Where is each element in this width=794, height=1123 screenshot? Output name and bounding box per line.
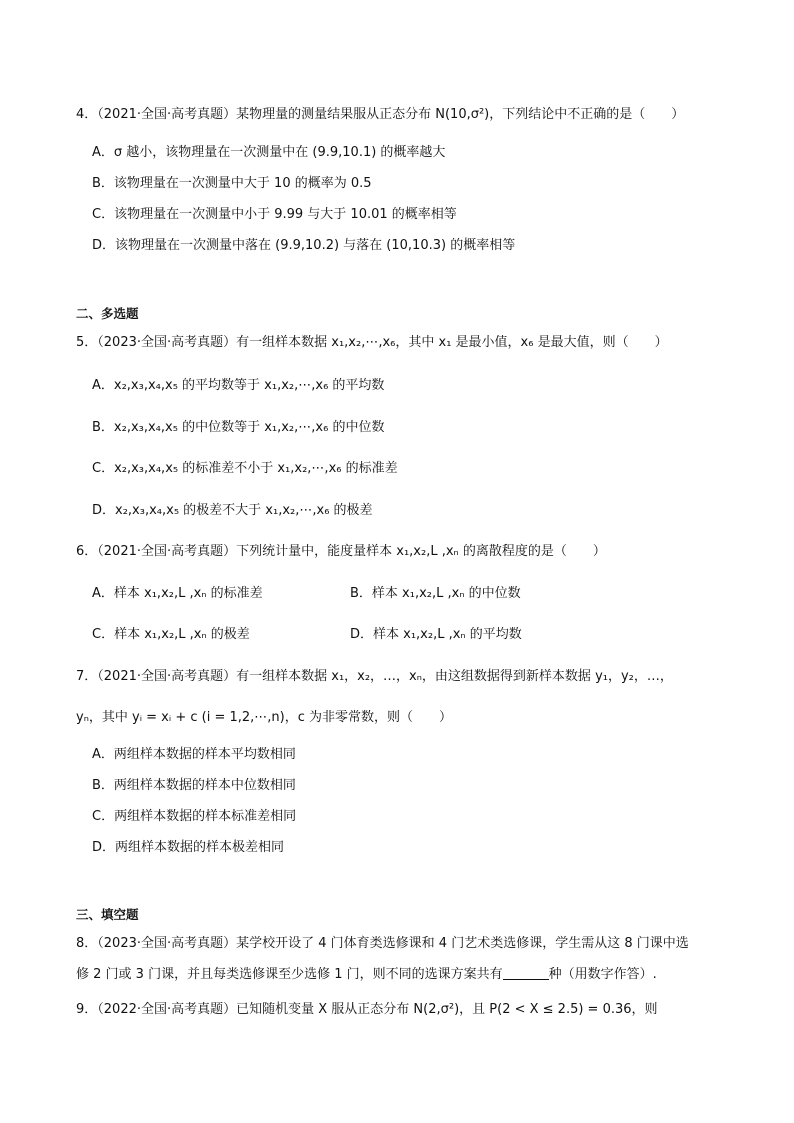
question-6-option-d: D．样本 x₁,x₂,L ,xₙ 的平均数 xyxy=(350,627,522,642)
question-4-option-a: A．σ 越小，该物理量在一次测量中在 (9.9,10.1) 的概率越大 xyxy=(92,145,446,160)
question-5-option-d: D．x₂,x₃,x₄,x₅ 的极差不大于 x₁,x₂,⋯,x₆ 的极差 xyxy=(92,503,373,518)
question-5-option-a: A．x₂,x₃,x₄,x₅ 的平均数等于 x₁,x₂,⋯,x₆ 的平均数 xyxy=(92,378,385,393)
question-7-option-a: A．两组样本数据的样本平均数相同 xyxy=(92,747,296,762)
question-8-line-1: 8．（2023·全国·高考真题）某学校开设了 4 门体育类选修课和 4 门艺术类选修课，学生需从这 8 门课中选 xyxy=(76,936,689,951)
question-6-option-a: A．样本 x₁,x₂,L ,xₙ 的标准差 xyxy=(92,586,263,601)
question-6-option-b: B．样本 x₁,x₂,L ,xₙ 的中位数 xyxy=(350,586,521,601)
answer-blank xyxy=(503,967,549,980)
question-7-option-b: B．两组样本数据的样本中位数相同 xyxy=(92,778,296,793)
section-title-multi-choice: 二、多选题 xyxy=(76,306,139,321)
question-6-option-c: C．样本 x₁,x₂,L ,xₙ 的极差 xyxy=(92,627,250,642)
question-4-option-d: D．该物理量在一次测量中落在 (9.9,10.2) 与落在 (10,10.3) 的概率相等 xyxy=(92,238,516,253)
question-5-option-b: B．x₂,x₃,x₄,x₅ 的中位数等于 x₁,x₂,⋯,x₆ 的中位数 xyxy=(92,420,385,435)
section-title-fill-in: 三、填空题 xyxy=(76,907,139,922)
question-7-option-d: D．两组样本数据的样本极差相同 xyxy=(92,840,285,855)
question-5-option-c: C．x₂,x₃,x₄,x₅ 的标准差不小于 x₁,x₂,⋯,x₆ 的标准差 xyxy=(92,461,398,476)
question-8-line-2-after: 种（用数字作答）. xyxy=(548,967,657,982)
question-4-option-b: B．该物理量在一次测量中大于 10 的概率为 0.5 xyxy=(92,176,372,191)
question-7-option-c: C．两组样本数据的样本标准差相同 xyxy=(92,809,297,824)
question-4-option-c: C．该物理量在一次测量中小于 9.99 与大于 10.01 的概率相等 xyxy=(92,207,457,222)
question-4-stem: 4．（2021·全国·高考真题）某物理量的测量结果服从正态分布 N(10,σ²)，下列结论中不正确的是（ ） xyxy=(76,107,685,122)
question-6-stem: 6．（2021·全国·高考真题）下列统计量中，能度量样本 x₁,x₂,L ,xₙ 的离散程度的是（ ） xyxy=(76,544,606,559)
question-5-stem: 5．（2023·全国·高考真题）有一组样本数据 x₁,x₂,⋯,x₆，其中 x₁ 是最小值，x₆ 是最大值，则（ ） xyxy=(76,335,668,350)
question-8-line-2-before: 修 2 门或 3 门课，并且每类选修课至少选修 1 门，则不同的选课方案共有 xyxy=(76,967,503,982)
question-7-stem-line-2: yₙ，其中 yᵢ = xᵢ + c (i = 1,2,⋯,n)，c 为非零常数，则（ ） xyxy=(76,710,453,725)
question-7-stem-line-1: 7．（2021·全国·高考真题）有一组样本数据 x₁，x₂，…，xₙ，由这组数据得到新样本数据 y₁，y₂，…， xyxy=(76,669,673,684)
question-8-line-2 xyxy=(76,966,657,984)
question-9-line-1: 9．（2022·全国·高考真题）已知随机变量 X 服从正态分布 N(2,σ²)，且 P(2 < X ≤ 2.5) = 0.36，则 xyxy=(76,1002,658,1017)
